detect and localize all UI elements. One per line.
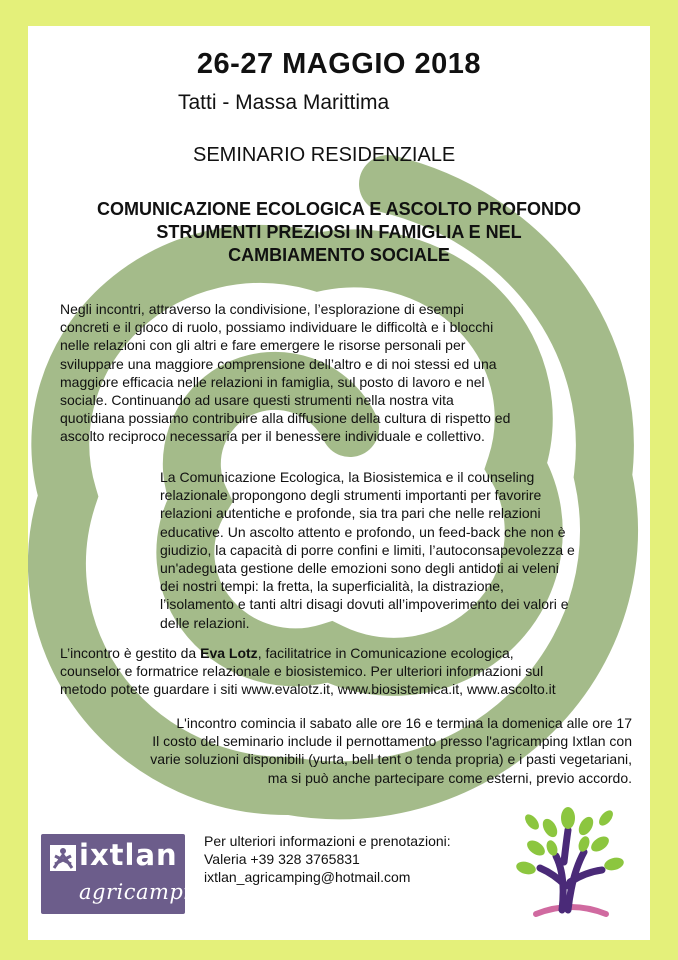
text-line: Il costo del seminario include il pernottamento presso l'agricamping Ixtlan con <box>152 733 632 750</box>
paragraph-methods <box>160 468 640 632</box>
text-line: quotidiana possiamo contribuire alla diffusione della cultura di rispetto ed <box>60 410 511 427</box>
paragraph-logistics <box>58 714 632 787</box>
contact-email: ixtlan_agricamping@hotmail.com <box>204 869 411 886</box>
text-line: ascolto reciproco necessaria per il benessere individuale e collettivo. <box>60 428 485 445</box>
text-line: relazioni autentiche e profonde, sia tra pari che nelle relazioni <box>160 505 541 522</box>
text-line: delle relazioni. <box>160 614 250 631</box>
text-line: La Comunicazione Ecologica, la Biosistemica e il counseling <box>160 469 535 485</box>
text-line: varie soluzioni disponibili (yurta, bell tent o tenda propria) e i pasti vegetariani, <box>150 751 632 768</box>
text-line: relazionale propongono degli strumenti importanti per favorire <box>160 487 542 504</box>
contact-phone: Valeria +39 328 3765831 <box>204 851 360 868</box>
text-line: concreti e il gioco di ruolo, possiamo individuare le difficoltà e i blocchi <box>60 319 494 336</box>
contact-info <box>204 832 451 887</box>
text-line: ma si può anche partecipare come esterni, previo accordo. <box>267 769 632 786</box>
event-place: Tatti - Massa Marittima <box>178 91 390 114</box>
text-line: maggiore efficacia nelle relazioni in famiglia, sul posto di lavoro e nel <box>60 373 485 390</box>
title-line: COMUNICAZIONE ECOLOGICA E ASCOLTO PROFONDO <box>96 199 581 219</box>
text-line: metodo potete guardare i siti www.evalotz.it, www.biosistemica.it, www.ascolto.it <box>60 681 556 698</box>
text-fragment: , facilitatrice in Comunicazione ecologica, <box>257 645 514 661</box>
flyer-page <box>28 26 650 940</box>
text-line: giudizio, la capacità di porre confini e limiti, l’autoconsapevolezza e <box>160 541 575 558</box>
ixtlan-logo <box>41 834 219 914</box>
paragraph-facilitator <box>60 644 640 699</box>
tree-logo-icon <box>506 796 636 926</box>
text-line: educative. Un ascolto attento e profondo, un feed-back che non è <box>160 523 566 540</box>
text-line: counselor e formatrice relazionale e biosistemico. Per ulteriori informazioni sul <box>60 663 544 680</box>
text-line: nelle relazioni con gli altri e fare emergere le risorse personali per <box>60 337 466 354</box>
title-line: STRUMENTI PREZIOSI IN FAMIGLIA E NEL <box>156 222 522 242</box>
text-line: un'adeguata gestione delle emozioni sono degli antidoti ai veleni <box>160 560 559 577</box>
ixtlan-logo-mark-icon <box>49 844 77 872</box>
text-line: sociale. Continuando ad usare questi strumenti nella nostra vita <box>60 392 454 409</box>
text-line: sviluppare una maggiore comprensione dell’altro e di noi stessi ed una <box>60 355 497 372</box>
paragraph-intro <box>60 300 620 446</box>
facilitator-name: Eva Lotz <box>200 645 258 661</box>
seminar-title <box>38 198 640 267</box>
text-line: Negli incontri, attraverso la condivisione, l’esplorazione di esempi <box>60 301 464 317</box>
text-fragment: L’incontro è gestito da <box>60 645 201 661</box>
logo-name: ixtlan <box>79 838 178 872</box>
text-line: dei nostri tempi: la fretta, la superficialità, la distrazione, <box>160 578 504 595</box>
contact-heading: Per ulteriori informazioni e prenotazioni: <box>204 833 451 849</box>
text-line: L'incontro comincia il sabato alle ore 16 e termina la domenica alle ore 17 <box>176 715 632 731</box>
logo-subtitle: agricamping <box>79 880 219 904</box>
text-line: l’isolamento e tanti altri disagi dovuti all’impoverimento dei valori e <box>160 596 569 613</box>
title-line: CAMBIAMENTO SOCIALE <box>228 245 450 265</box>
text-line <box>60 644 640 662</box>
seminar-type: SEMINARIO RESIDENZIALE <box>193 144 456 166</box>
event-date: 26-27 MAGGIO 2018 <box>196 48 482 80</box>
